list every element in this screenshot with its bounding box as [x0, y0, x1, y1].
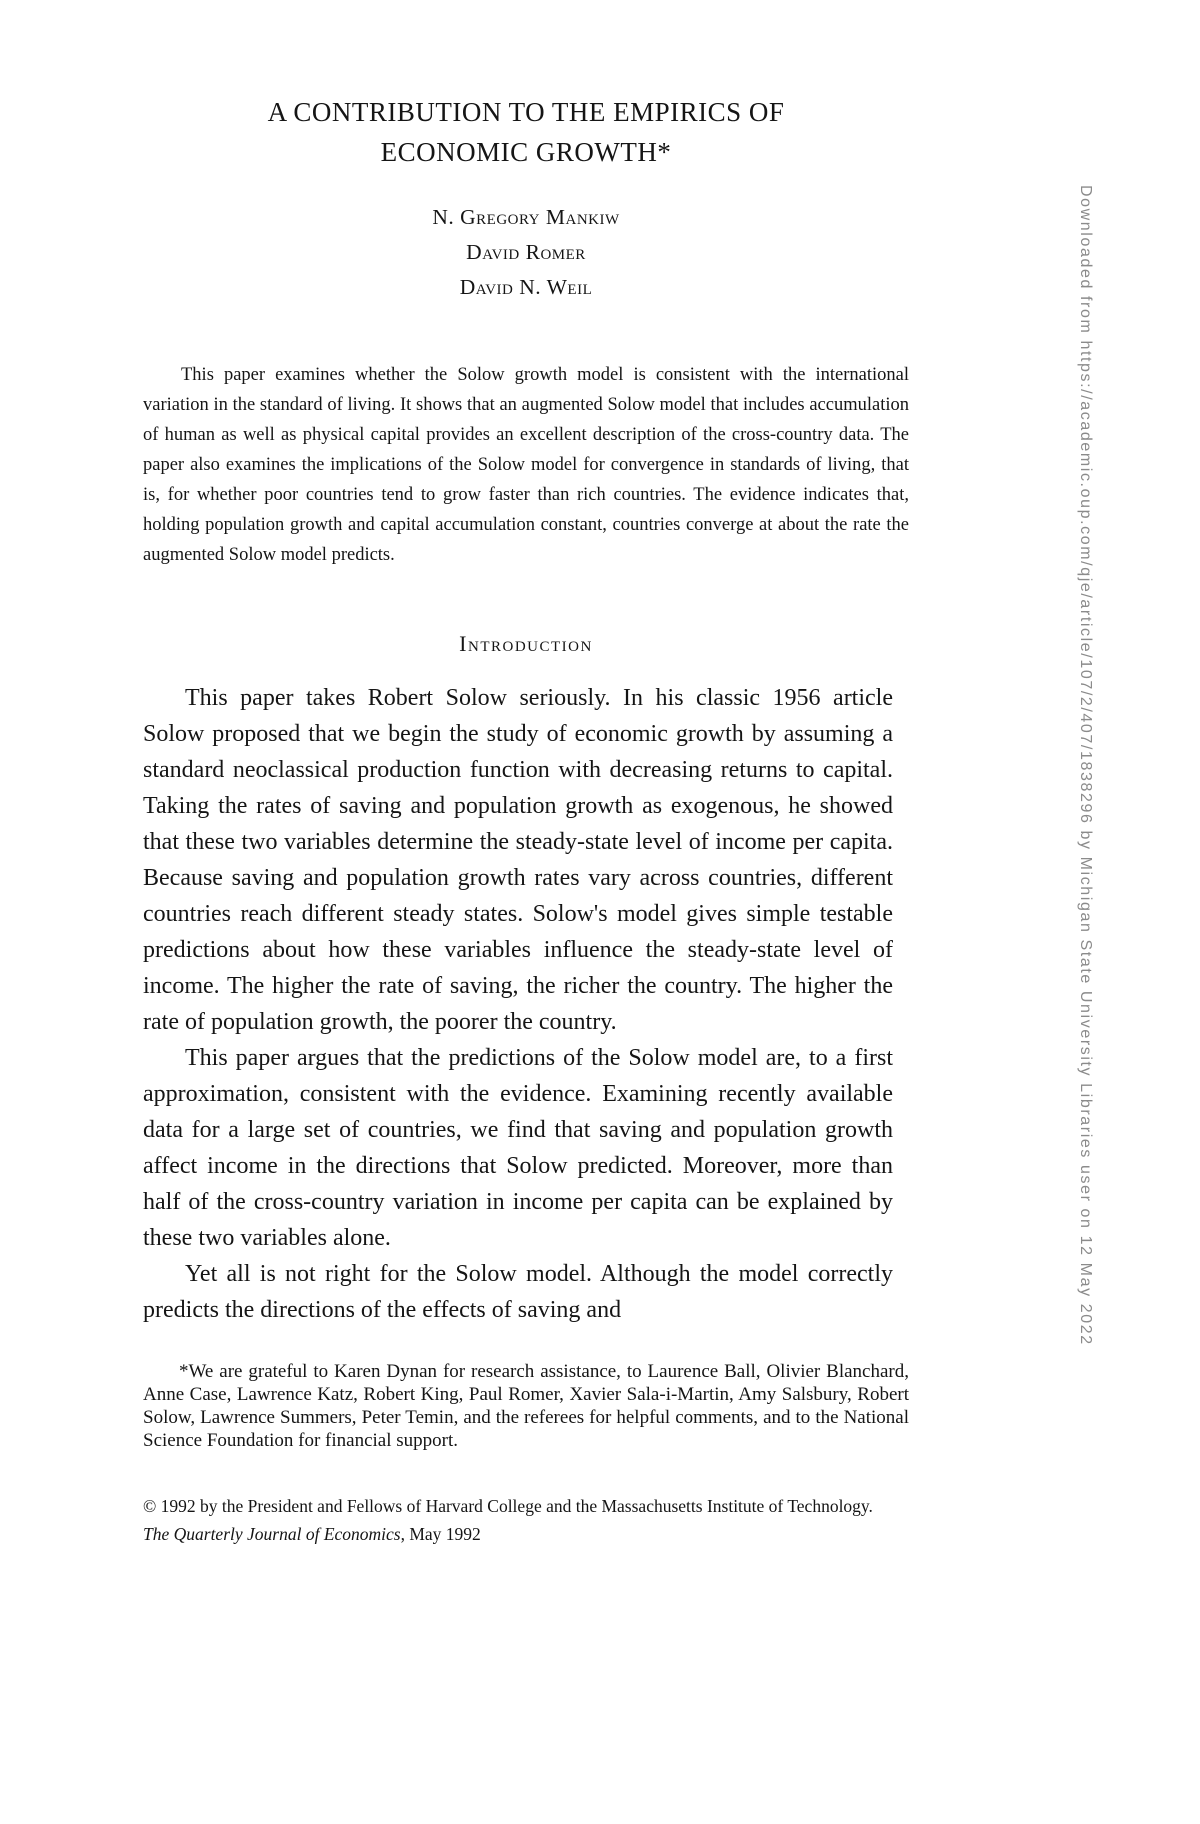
body-paragraph: Yet all is not right for the Solow model. Although the model correctly predicts the directions of the effects of saving and [143, 1261, 893, 1323]
section-heading-introduction: Introduction [459, 631, 593, 656]
acknowledgement-footnote: *We are grateful to Karen Dynan for research assistance, to Laurence Ball, Olivier Blanchard, Anne Case, Lawrence Katz, Robert King, Paul Romer, Xavier Sala-i-Martin, Amy Salsbury, Robert Solow, Lawrence Summers, Peter Temin, and the referees for helpful comments, and to the National Science Foundation for financial support. [143, 1361, 909, 1451]
paper-title [143, 92, 909, 172]
body-paragraph: This paper argues that the predictions of the Solow model are, to a first approximation, consistent with the evidence. Examining recently available data for a large set of countries, we find that saving and population growth affect income in the directions that Solow predicted. Moreover, more than half of the cross-country variation in income per capita can be explained by these two variables alone. [143, 1045, 893, 1251]
paper-title-line2: ECONOMIC GROWTH* [380, 137, 672, 167]
abstract-paragraph: This paper examines whether the Solow growth model is consistent with the international variation in the standard of living. It shows that an augmented Solow model that includes accumulation of human as well as physical capital provides an excellent description of the cross-country data. The paper also examines the implications of the Solow model for convergence in standards of living, that is, for whether poor countries tend to grow faster than rich countries. The evidence indicates that, holding population growth and capital accumulation constant, countries converge at about the rate the augmented Solow model predicts. [143, 365, 909, 565]
copyright-notice: © 1992 by the President and Fellows of Harvard College and the Massachusetts Institute of Technology. [143, 1496, 873, 1516]
body-text [143, 680, 893, 1328]
journal-citation [143, 1520, 923, 1548]
journal-issue-date: , May 1992 [400, 1524, 481, 1544]
imprint-block [143, 1492, 923, 1548]
paper-title-line1: A CONTRIBUTION TO THE EMPIRICS OF [267, 97, 785, 127]
text-column [143, 0, 909, 1548]
author-name: David N. Weil [459, 275, 593, 299]
author-name: N. Gregory Mankiw [432, 205, 620, 229]
journal-title: The Quarterly Journal of Economics [143, 1524, 401, 1544]
body-paragraph: This paper takes Robert Solow seriously. In his classic 1956 article Solow proposed that we begin the study of economic growth by assuming a standard neoclassical production function with decreasing returns to capital. Taking the rates of saving and population growth as exogenous, he showed that these two variables determine the steady-state level of income per capita. Because saving and population growth rates vary across countries, different countries reach different steady states. Solow's model gives simple testable predictions about how these variables influence the steady-state level of income. The higher the rate of saving, the richer the country. The higher the rate of population growth, the poorer the country. [143, 685, 893, 1035]
download-watermark: Downloaded from https://academic.oup.com/qje/article/107/2/407/1838296 by Michigan State University Libraries user on 12 May 2022 [1077, 185, 1094, 1346]
author-list [143, 200, 909, 305]
author-name: David Romer [466, 240, 586, 264]
